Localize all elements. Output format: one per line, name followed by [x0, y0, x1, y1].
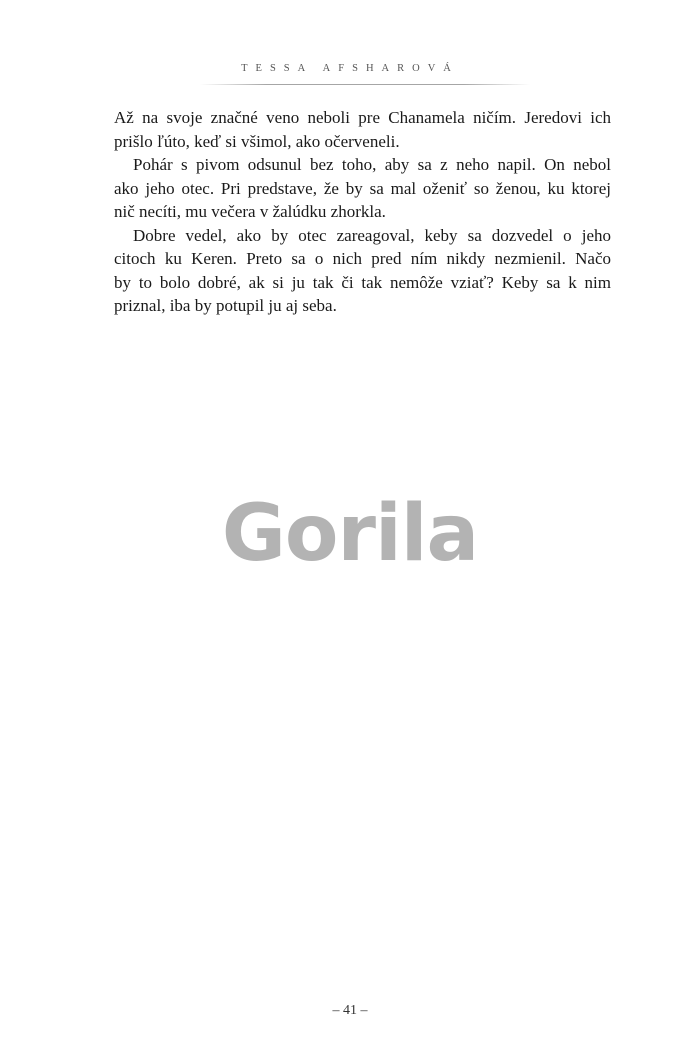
running-header-author: TESSA AFSHAROVÁ: [241, 63, 459, 74]
text-line: ako jeho otec. Pri predstave, že by sa mal oženiť so ženou, ku ktorej: [114, 178, 611, 198]
text-line: Dobre vedel, ako by otec zareagoval, keby sa dozvedel o jeho: [133, 225, 611, 245]
text-line: Pohár s pivom odsunul bez toho, aby sa z neho napil. On nebol: [133, 155, 611, 174]
paragraph-2: [114, 153, 611, 224]
text-line: prišlo ľúto, keď si všimol, ako očerveneli.: [114, 131, 400, 151]
gorila-watermark-logo: Gorila: [221, 489, 479, 579]
paragraph-1: [114, 106, 611, 153]
text-line: priznal, iba by potupil ju aj seba.: [114, 296, 337, 315]
text-line: nič necíti, mu večera v žalúdku zhorkla.: [114, 202, 386, 221]
body-text: [114, 106, 611, 318]
paragraph-3: [114, 224, 611, 318]
header-divider: [200, 84, 530, 85]
text-line: citoch ku Keren. Preto sa o nich pred ním nikdy nezmienil. Načo: [114, 249, 611, 268]
page-number: – 41 –: [332, 1003, 368, 1018]
text-line: Až na svoje značné veno neboli pre Chanamela ničím. Jeredovi ich: [114, 108, 611, 127]
text-line: by to bolo dobré, ak si ju tak či tak nemôže vziať? Keby sa k nim: [114, 272, 611, 292]
